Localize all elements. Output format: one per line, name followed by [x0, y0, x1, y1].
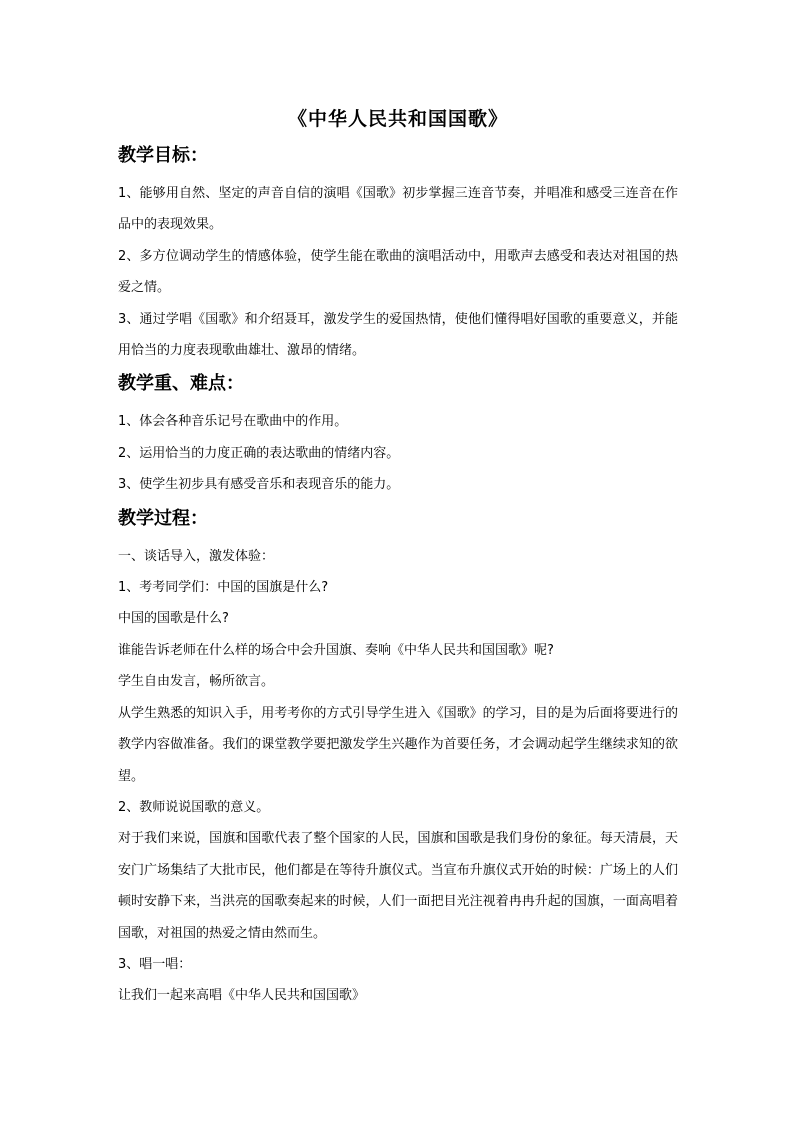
section-teaching-goals: [118, 144, 678, 366]
paragraph: 1、体会各种音乐记号在歌曲中的作用。: [118, 414, 348, 430]
paragraph: 2、多方位调动学生的情感体验，使学生能在歌曲的演唱活动中，用歌声去感受和表达对祖国的热爱之情。: [118, 248, 678, 296]
paragraph: 2、运用恰当的力度正确的表达歌曲的情绪内容。: [118, 445, 400, 461]
section-heading: 教学过程：: [118, 507, 208, 529]
document-page: [118, 96, 678, 1012]
section-heading: 教学重、难点：: [118, 373, 244, 395]
paragraph: 中国的国歌是什么?: [118, 611, 229, 627]
section-heading: 教学目标：: [118, 145, 208, 166]
paragraph: 3、使学生初步具有感受音乐和表现音乐的能力。: [118, 477, 400, 493]
paragraph: 3、通过学唱《国歌》和介绍聂耳，激发学生的爱国热情，使他们懂得唱好国歌的重要意义，并能用恰当的力度表现歌曲雄壮、激昂的情绪。: [118, 311, 678, 359]
paragraph: 一、谈话导入，激发体验：: [118, 548, 275, 564]
paragraph: 2、教师说说国歌的意义。: [118, 799, 270, 815]
paragraph: 谁能告诉老师在什么样的场合中会升国旗、奏响《中华人民共和国国歌》呢?: [118, 642, 554, 658]
section-teaching-process: [118, 507, 678, 1012]
document-title: 《中华人民共和国国歌》: [287, 108, 508, 130]
paragraph: 对于我们来说，国旗和国歌代表了整个国家的人民，国旗和国歌是我们身份的象征。每天清晨，天安门广场集结了大批市民，他们都是在等待升旗仪式。当宣布升旗仪式开始的时候：广场上的人们顿时安静下来，当洪亮的国歌奏起来的时候，人们一面把目光注视着冉冉升起的国旗，一面高唱着国歌，对祖国的热爱之情由然而生。: [118, 831, 678, 941]
paragraph: 让我们一起来高唱《中华人民共和国国歌》: [118, 988, 366, 1004]
paragraph: 1、能够用自然、坚定的声音自信的演唱《国歌》初步掌握三连音节奏，并唱准和感受三连音在作品中的表现效果。: [118, 186, 678, 233]
paragraph: 1、考考同学们：中国的国旗是什么?: [118, 580, 329, 596]
paragraph: 学生自由发言，畅所欲言。: [118, 674, 275, 690]
section-key-points: [118, 372, 678, 500]
paragraph: 3、唱一唱：: [118, 956, 192, 972]
paragraph: 从学生熟悉的知识入手，用考考你的方式引导学生进入《国歌》的学习，目的是为后面将要进行的教学内容做准备。我们的课堂教学要把激发学生兴趣作为首要任务，才会调动起学生继续求知的欲望。: [118, 705, 678, 784]
